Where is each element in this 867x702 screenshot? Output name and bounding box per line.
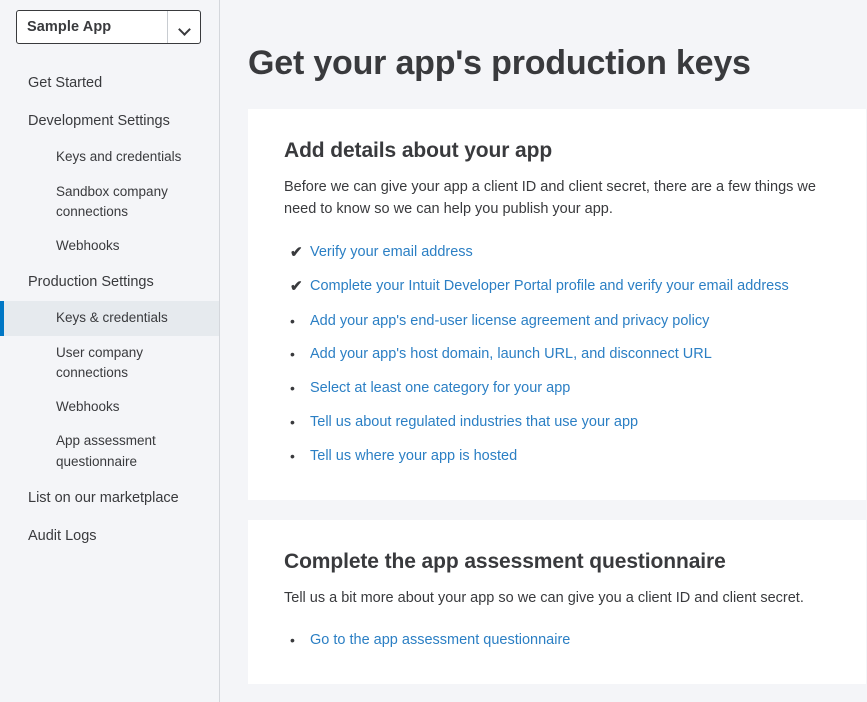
sidebar-item-app-assessment-questionnaire[interactable]: App assessment questionnaire <box>56 433 156 469</box>
list-item <box>284 631 830 650</box>
bullet-icon: • <box>290 380 295 397</box>
card-heading-app-assessment: Complete the app assessment questionnaire <box>284 549 726 573</box>
list-item <box>284 243 830 263</box>
bullet-icon: • <box>290 414 295 431</box>
card-app-assessment <box>248 520 866 685</box>
card-add-details <box>248 109 866 500</box>
bullet-icon: • <box>290 447 295 464</box>
sidebar-item-user-company-connections[interactable]: User company connections <box>56 344 144 380</box>
sidebar-nav <box>0 64 219 555</box>
list-item <box>284 345 830 364</box>
list-item <box>284 413 830 432</box>
sidebar-item-webhooks-dev[interactable]: Webhooks <box>56 238 120 253</box>
task-link-app-hosted[interactable]: Tell us where your app is hosted <box>310 447 518 464</box>
sidebar-item-development-settings[interactable]: Development Settings <box>28 113 170 130</box>
list-item <box>284 312 830 331</box>
card-description-app-assessment: Tell us a bit more about your app so we can give you a client ID and client secret. <box>284 589 804 606</box>
bullet-icon: • <box>290 346 295 363</box>
task-list-add-details <box>284 243 830 466</box>
list-item <box>284 379 830 398</box>
check-icon: ✔ <box>290 243 303 261</box>
sidebar <box>0 0 220 702</box>
task-link-select-category[interactable]: Select at least one category for your app <box>310 380 571 397</box>
sidebar-item-keys-and-credentials[interactable]: Keys and credentials <box>56 149 182 165</box>
sidebar-item-get-started[interactable]: Get Started <box>28 75 103 91</box>
task-list-app-assessment <box>284 631 830 650</box>
list-item <box>284 447 830 466</box>
sidebar-item-production-settings[interactable]: Production Settings <box>28 274 154 291</box>
sidebar-item-list-on-our-marketplace[interactable]: List on our marketplace <box>28 489 179 506</box>
task-link-regulated-industries[interactable]: Tell us about regulated industries that use your app <box>310 414 639 431</box>
task-link-verify-email[interactable]: Verify your email address <box>310 243 473 260</box>
app-selector-value: Sample App <box>27 19 112 35</box>
bullet-icon: • <box>290 312 295 329</box>
task-link-go-to-questionnaire[interactable]: Go to the app assessment questionnaire <box>310 632 571 649</box>
chevron-down-icon <box>180 25 189 34</box>
bullet-icon: • <box>290 632 295 649</box>
task-link-host-domain-urls[interactable]: Add your app's host domain, launch URL, and disconnect URL <box>310 346 712 363</box>
task-link-eula-privacy-policy[interactable]: Add your app's end-user license agreement and privacy policy <box>310 312 710 329</box>
main-content <box>220 0 867 702</box>
sidebar-item-audit-logs[interactable]: Audit Logs <box>28 528 97 544</box>
card-heading-add-details: Add details about your app <box>284 139 553 162</box>
app-selector[interactable] <box>16 10 201 44</box>
sidebar-item-keys-credentials-prod[interactable]: Keys & credentials <box>0 301 219 335</box>
sidebar-item-sandbox-company-connections[interactable]: Sandbox company connections <box>56 183 168 219</box>
app-selector-container <box>0 0 219 50</box>
check-icon: ✔ <box>290 278 303 295</box>
app-selector-divider <box>167 11 168 43</box>
card-description-add-details: Before we can give your app a client ID and client secret, there are a few things we need to know so we can help you publish your app. <box>284 179 816 217</box>
task-link-complete-profile[interactable]: Complete your Intuit Developer Portal profile and verify your email address <box>310 278 789 294</box>
page-title: Get your app's production keys <box>248 44 751 82</box>
sidebar-item-webhooks-prod[interactable]: Webhooks <box>56 399 120 415</box>
list-item <box>284 277 830 297</box>
